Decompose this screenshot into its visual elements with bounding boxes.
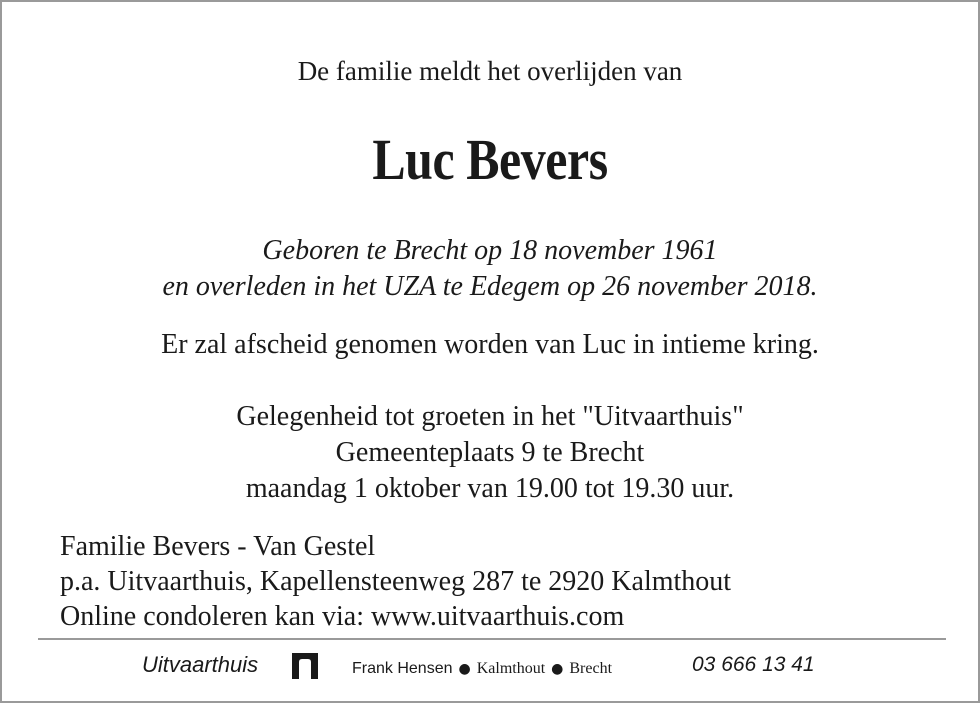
family-block: [60, 529, 731, 634]
birth-line: Geboren te Brecht op 18 november 1961: [262, 235, 718, 266]
visitation-line-2: Gemeenteplaats 9 te Brecht: [335, 437, 645, 468]
birth-death-block: [2, 233, 978, 305]
footer-location-1: Kalmthout: [476, 660, 546, 677]
separator-dot: ●: [458, 661, 471, 677]
footer-brand: Uitvaarthuis: [142, 652, 259, 677]
family-line-3: Online condoleren kan via: www.uitvaarthuis.com: [60, 601, 625, 632]
footer-person: Frank Hensen: [352, 660, 453, 677]
visitation-line-1: Gelegenheid tot groeten in het "Uitvaarthuis": [236, 401, 744, 432]
footer-divider: [38, 638, 946, 640]
footer-contact: [352, 658, 612, 678]
footer: [2, 647, 978, 687]
visitation-block: [2, 399, 978, 507]
family-line-2: p.a. Uitvaarthuis, Kapellensteenweg 287 te 2920 Kalmthout: [60, 566, 732, 597]
intro-text: De familie meldt het overlijden van: [297, 56, 683, 86]
farewell-text: Er zal afscheid genomen worden van Luc in intieme kring.: [161, 329, 819, 360]
footer-phone: 03 666 13 41: [692, 653, 815, 676]
deceased-name: Luc Bevers: [372, 127, 608, 192]
separator-dot: ●: [551, 661, 564, 677]
family-line-1: Familie Bevers - Van Gestel: [60, 531, 376, 562]
footer-location-2: Brecht: [569, 660, 613, 677]
arch-logo-icon: [292, 653, 318, 679]
visitation-line-3: maandag 1 oktober van 19.00 tot 19.30 uur.: [245, 473, 735, 504]
death-line: en overleden in het UZA te Edegem op 26 november 2018.: [162, 271, 818, 302]
